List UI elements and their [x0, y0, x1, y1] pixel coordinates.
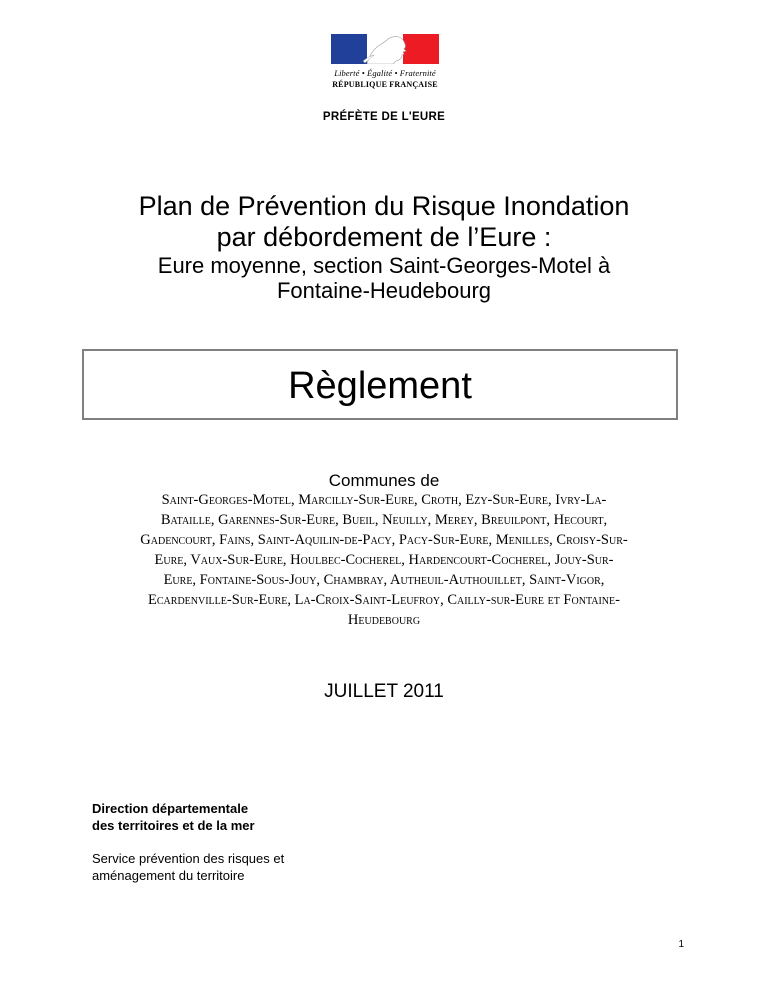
communes-line: Ecardenville-Sur-Eure, La-Croix-Saint-Leufroy, Cailly-sur-Eure et Fontaine-	[148, 592, 620, 608]
communes-line: Gadencourt, Fains, Saint-Aquilin-de-Pacy, Pacy-Sur-Eure, Menilles, Croisy-Sur-	[140, 532, 628, 548]
title-line-2: par débordement de l’Eure :	[216, 222, 552, 252]
republic-name: RÉPUBLIQUE FRANÇAISE	[332, 80, 438, 89]
document-subtitle	[60, 253, 708, 303]
service-line-2: aménagement du territoire	[92, 868, 245, 883]
department-name	[92, 800, 255, 834]
document-date: JUILLET 2011	[324, 681, 444, 702]
communes-line: Bataille, Garennes-Sur-Eure, Bueil, Neuilly, Merey, Breuilpont, Hecourt,	[160, 512, 608, 528]
communes-line: Saint-Georges-Motel, Marcilly-Sur-Eure, Croth, Ezy-Sur-Eure, Ivry-La-	[161, 492, 607, 508]
reglement-label: Règlement	[288, 365, 472, 407]
department-line-1: Direction départementale	[92, 801, 249, 816]
communes-line: Eure, Fontaine-Sous-Jouy, Chambray, Autheuil-Authouillet, Saint-Vigor,	[163, 572, 605, 588]
document-title	[60, 191, 708, 253]
subtitle-line-2: Fontaine-Heudebourg	[276, 278, 492, 303]
department-line-2: des territoires et de la mer	[92, 818, 255, 833]
service-name	[92, 850, 284, 884]
page-number: 1	[678, 939, 684, 950]
subtitle-line-1: Eure moyenne, section Saint-Georges-Motel à	[157, 253, 611, 278]
reglement-box	[82, 349, 678, 420]
communes-heading: Communes de	[328, 471, 440, 490]
communes-list	[96, 490, 672, 630]
marianne-profile-icon	[355, 34, 415, 64]
title-line-1: Plan de Prévention du Risque Inondation	[138, 191, 630, 221]
service-line-1: Service prévention des risques et	[92, 851, 285, 866]
marianne-logo	[329, 34, 441, 94]
communes-line: Heudebourg	[347, 612, 421, 628]
republic-motto: Liberté • Égalité • Fraternité	[334, 68, 436, 78]
communes-line: Eure, Vaux-Sur-Eure, Houlbec-Cocherel, Hardencourt-Cocherel, Jouy-Sur-	[154, 552, 614, 568]
prefecture-heading: PRÉFÈTE DE L'EURE	[322, 111, 446, 123]
